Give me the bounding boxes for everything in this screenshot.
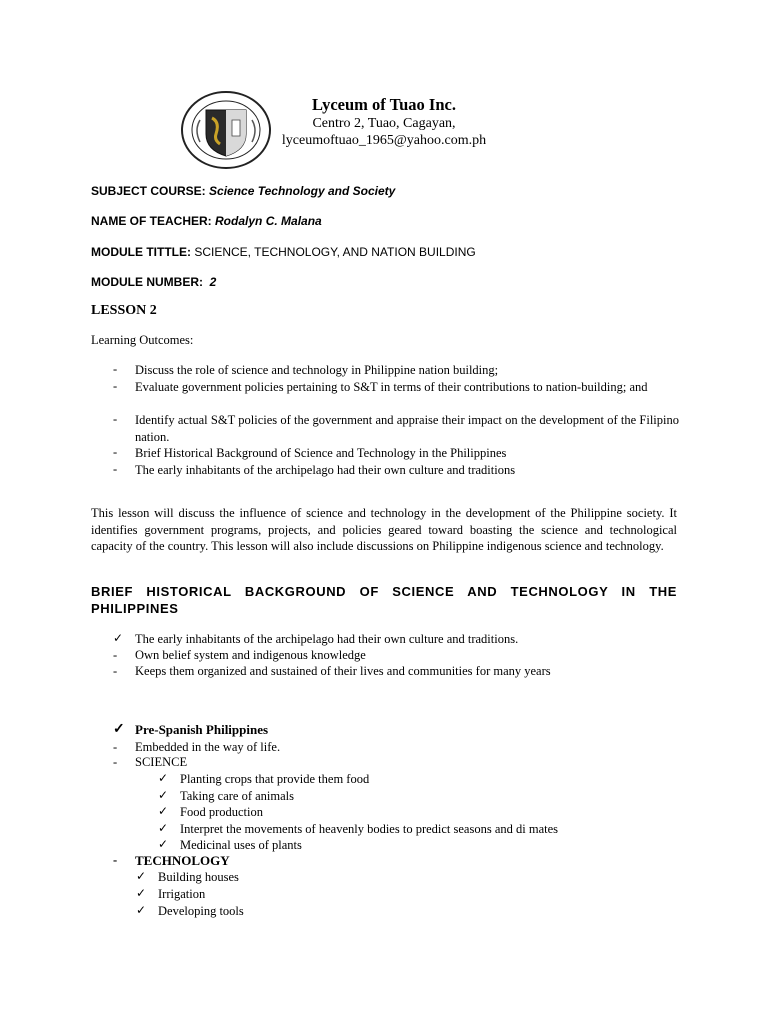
module-number-value: 2 <box>209 275 217 289</box>
technology-label: TECHNOLOGY <box>135 853 230 868</box>
subject-course-line <box>91 184 395 198</box>
institution-address: Centro 2, Tuao, Cagayan, <box>312 116 456 131</box>
intro-paragraph: This lesson will discuss the influence of science and technology in the development of the Philippine society. It identifies government programs, projects, and policies geared toward boasting the science and technological capacity of the country. This lesson will also include discussions on Philippine indigenous science and technology. <box>91 506 677 553</box>
dash-bullet: - <box>113 740 118 754</box>
check-icon: ✓ <box>113 722 125 737</box>
background-item: The early inhabitants of the archipelago had their own culture and traditions. <box>135 632 519 646</box>
outcome-item: Brief Historical Background of Science and Technology in the Philippines <box>135 446 507 460</box>
check-icon: ✓ <box>113 631 124 645</box>
science-item: Planting crops that provide them food <box>180 772 370 786</box>
institution-email: lyceumoftuao_1965@yahoo.com.ph <box>281 133 487 148</box>
science-item: Food production <box>180 805 263 819</box>
module-title-label: MODULE TITTLE: <box>91 245 191 259</box>
dash-bullet: - <box>113 755 118 769</box>
science-label: SCIENCE <box>135 755 188 769</box>
science-item: Medicinal uses of plants <box>180 838 302 852</box>
dash-bullet: - <box>113 379 118 393</box>
module-title-value: SCIENCE, TECHNOLOGY, AND NATION BUILDING <box>194 245 476 259</box>
subject-course-value: Science Technology and Society <box>209 184 396 198</box>
check-icon: ✓ <box>158 771 169 785</box>
outcome-item: Identify actual S&T policies of the government and appraise their impact on the development of the Filipino nation. <box>135 413 679 444</box>
outcome-item: The early inhabitants of the archipelago had their own culture and traditions <box>135 463 516 477</box>
module-number-line <box>91 275 216 289</box>
dash-bullet: - <box>113 664 118 678</box>
dash-bullet: - <box>113 462 118 476</box>
check-icon: ✓ <box>136 903 147 917</box>
dash-bullet: - <box>113 648 118 662</box>
module-title-line <box>91 245 476 259</box>
dash-bullet: - <box>113 362 118 376</box>
check-icon: ✓ <box>158 821 169 835</box>
section-heading: BRIEF HISTORICAL BACKGROUND OF SCIENCE AND TECHNOLOGY IN THE PHILIPPINES <box>91 584 677 616</box>
teacher-line <box>91 214 322 228</box>
technology-item: Developing tools <box>158 904 244 918</box>
technology-item: Irrigation <box>158 887 206 901</box>
technology-item: Building houses <box>158 870 239 884</box>
subject-course-label: SUBJECT COURSE: <box>91 184 206 198</box>
background-item: Keeps them organized and sustained of their lives and communities for many years <box>135 664 551 678</box>
check-icon: ✓ <box>136 886 147 900</box>
teacher-value: Rodalyn C. Malana <box>215 214 322 228</box>
dash-bullet: - <box>113 412 118 426</box>
science-item: Interpret the movements of heavenly bodies to predict seasons and di mates <box>180 822 559 836</box>
module-number-label: MODULE NUMBER: <box>91 275 203 289</box>
dash-bullet: - <box>113 853 118 867</box>
teacher-label: NAME OF TEACHER: <box>91 214 212 228</box>
pre-spanish-embedded: Embedded in the way of life. <box>135 740 281 754</box>
pre-spanish-heading: Pre-Spanish Philippines <box>135 722 269 737</box>
institution-name: Lyceum of Tuao Inc. <box>312 95 456 114</box>
check-icon: ✓ <box>158 788 169 802</box>
lesson-heading: LESSON 2 <box>91 303 157 318</box>
dash-bullet: - <box>113 445 118 459</box>
science-item: Taking care of animals <box>180 789 295 803</box>
check-icon: ✓ <box>136 869 147 883</box>
check-icon: ✓ <box>158 837 169 851</box>
check-icon: ✓ <box>158 804 169 818</box>
background-item: Own belief system and indigenous knowledge <box>135 648 366 662</box>
outcome-item: Evaluate government policies pertaining to S&T in terms of their contributions to nation-building; and <box>135 380 648 394</box>
outcomes-heading: Learning Outcomes: <box>91 333 194 347</box>
outcome-item: Discuss the role of science and technology in Philippine nation building; <box>135 363 499 377</box>
